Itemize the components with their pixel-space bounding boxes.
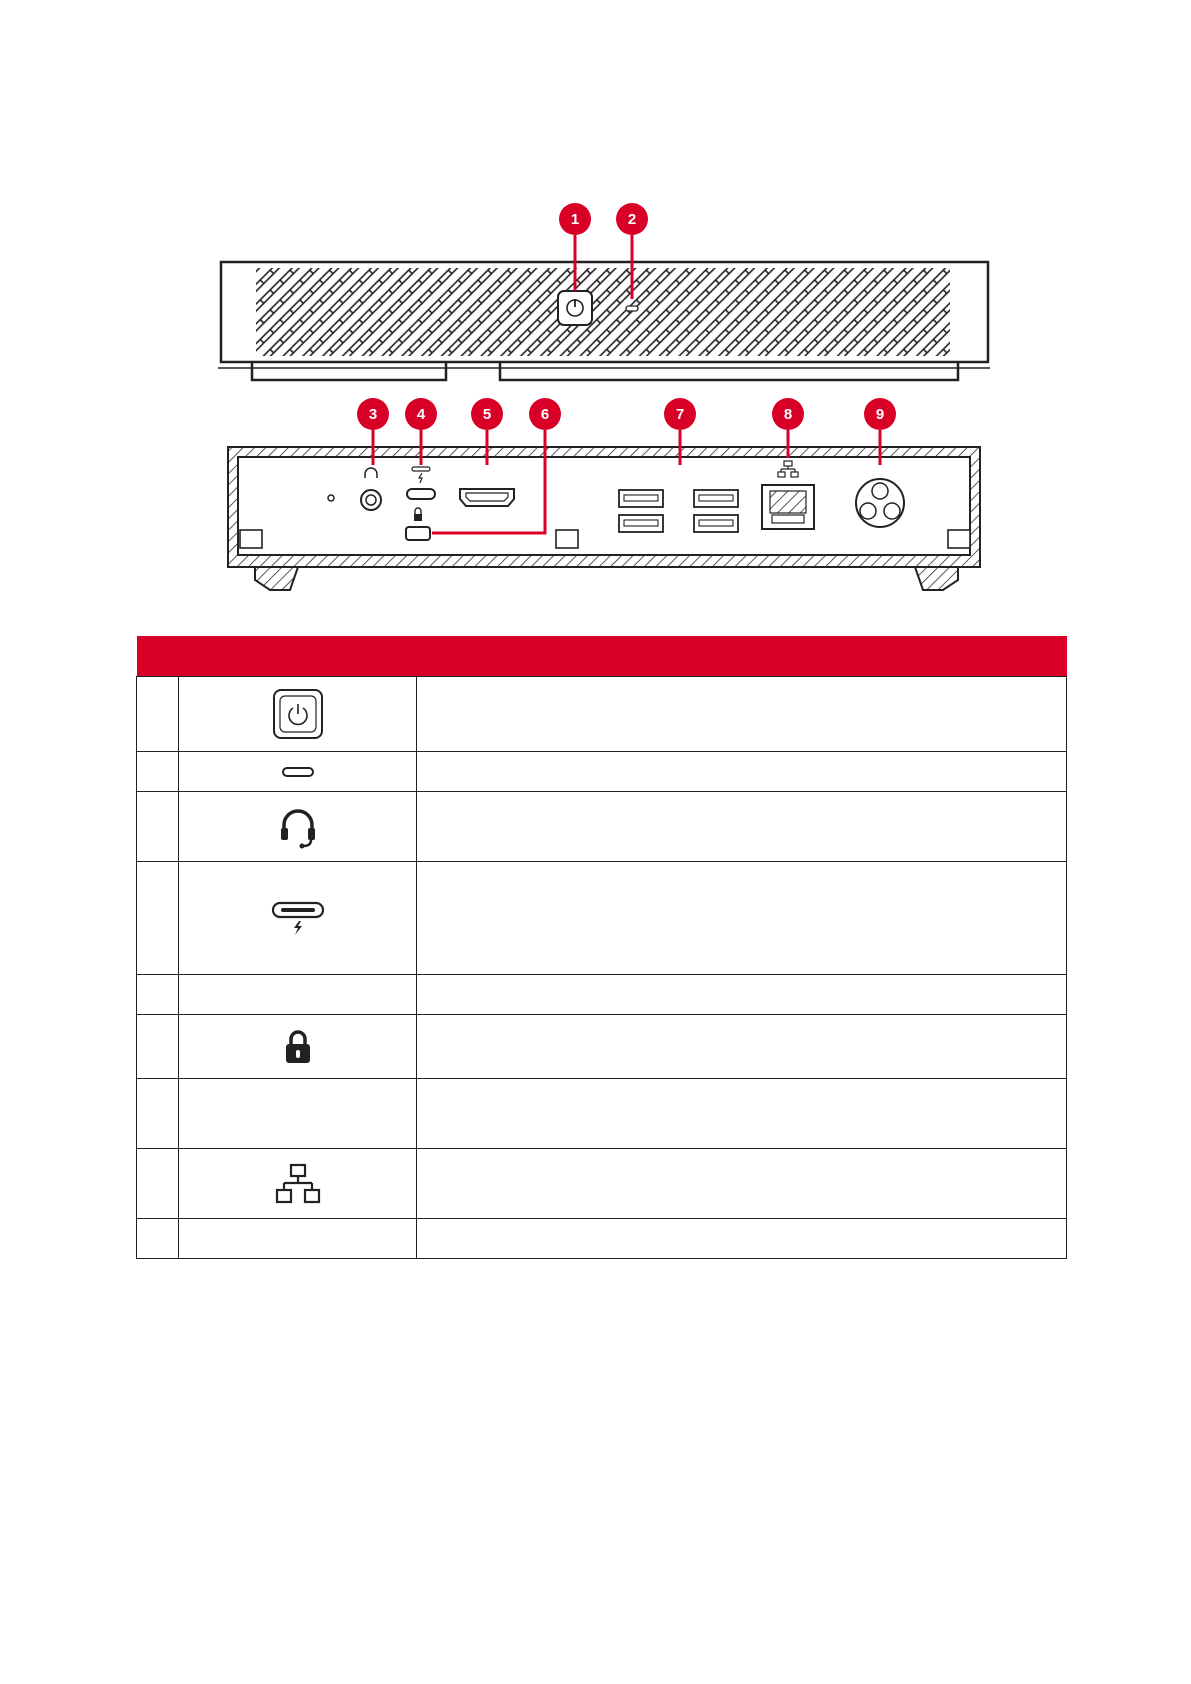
callout-3: 3 [357, 398, 389, 430]
headset-icon [189, 805, 406, 849]
table-row [137, 1079, 1067, 1149]
callout-7: 7 [664, 398, 696, 430]
callout-4: 4 [405, 398, 437, 430]
lock-icon [189, 1029, 406, 1065]
table-row [137, 792, 1067, 862]
table-header [137, 636, 1067, 677]
callout-8: 8 [772, 398, 804, 430]
row-number [137, 677, 179, 752]
callout-9: 9 [864, 398, 896, 430]
item-column-header [137, 636, 417, 677]
table-row [137, 1219, 1067, 1259]
row-description [417, 862, 1067, 975]
lan-icon [189, 1163, 406, 1205]
callout-6: 6 [529, 398, 561, 430]
row-description [417, 792, 1067, 862]
usb-c-icon [189, 900, 406, 936]
callout-2: 2 [616, 203, 648, 235]
power-button-icon [189, 688, 406, 740]
led-indicator-icon [189, 766, 406, 778]
row-number [137, 1219, 179, 1259]
table-row [137, 1015, 1067, 1079]
row-number [137, 1079, 179, 1149]
callout-1: 1 [559, 203, 591, 235]
row-description [417, 1149, 1067, 1219]
table-row [137, 862, 1067, 975]
row-number [137, 752, 179, 792]
row-number [137, 1149, 179, 1219]
callout-5: 5 [471, 398, 503, 430]
row-number [137, 792, 179, 862]
row-description [417, 752, 1067, 792]
row-description [417, 1219, 1067, 1259]
row-description [417, 975, 1067, 1015]
table-row [137, 752, 1067, 792]
row-description [417, 1079, 1067, 1149]
table-row [137, 677, 1067, 752]
row-description [417, 677, 1067, 752]
row-description [417, 1015, 1067, 1079]
row-number [137, 1015, 179, 1079]
row-number [137, 975, 179, 1015]
ports-table [136, 636, 1067, 1259]
callout-markers [0, 0, 1191, 620]
description-column-header [417, 636, 1067, 677]
row-number [137, 862, 179, 975]
table-row [137, 975, 1067, 1015]
table-row [137, 1149, 1067, 1219]
